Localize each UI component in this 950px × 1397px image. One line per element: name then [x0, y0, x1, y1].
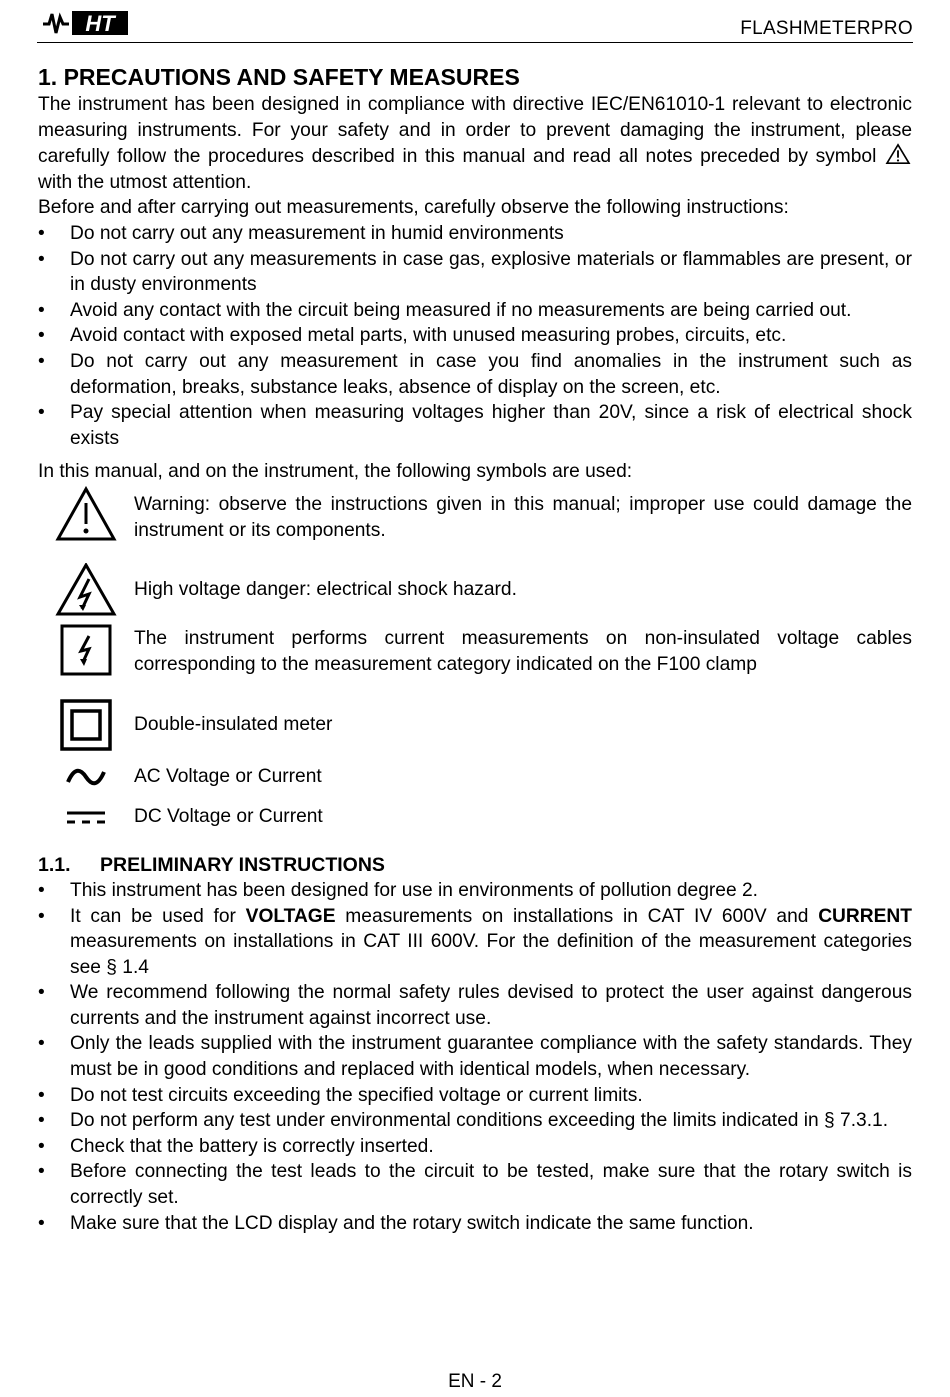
subsection-heading [38, 852, 912, 878]
list-item: • Do not perform any test under environmental conditions exceeding the limits indicated in § 7.3.1. [38, 1108, 912, 1134]
list-bold-text: VOLTAGE [245, 905, 336, 927]
list-text: measurements on installations in CAT IV 600V and [345, 905, 809, 927]
list-item: • Do not carry out any measurement in humid environments [38, 221, 912, 247]
dc-symbol-icon [65, 808, 107, 826]
list-item [38, 904, 912, 981]
symbol-description: AC Voltage or Current [134, 766, 322, 788]
instructions-intro: Before and after carrying out measurements, carefully observe the following instructions: [38, 197, 789, 219]
symbol-description: DC Voltage or Current [134, 806, 323, 828]
subsection-number: 1.1. [38, 853, 71, 876]
list-item: • This instrument has been designed for use in environments of pollution degree 2. [38, 878, 912, 904]
live-conductor-icon [60, 624, 112, 676]
high-voltage-icon [55, 563, 117, 617]
ht-logo-icon [39, 8, 131, 38]
page-number: EN - 2 [448, 1371, 502, 1392]
symbol-row-high-voltage [38, 564, 912, 616]
list-text: measurements on installations in CAT III 600V. For the definition of the measurement categories see § 1.4 [70, 931, 912, 978]
warning-triangle-inline-icon [884, 143, 912, 165]
list-item: • Only the leads supplied with the instrument guarantee compliance with the safety standards. They must be in good conditions and replaced with identical models, when necessary. [38, 1031, 912, 1082]
symbol-row-warning [38, 492, 912, 550]
intro-text-a: The instrument has been designed in compliance with directive IEC/EN61010-1 relevant to electronic measuring instruments. For your safety and in order to prevent damaging the instrument, please carefully follow the procedures described in this manual and read all notes preceded by symbol [38, 94, 912, 168]
precautions-list [38, 221, 912, 451]
document-title: FLASHMETERPRO [740, 18, 913, 39]
list-item: • Do not carry out any measurement in case you find anomalies in the instrument such as deformation, breaks, substance leaks, absence of display on the screen, etc. [38, 349, 912, 400]
symbol-row-ac [38, 762, 912, 792]
page-content [38, 62, 912, 1236]
preliminary-list [38, 878, 912, 1236]
list-item: • Do not carry out any measurements in case gas, explosive materials or flammables are present, or in dusty environments [38, 247, 912, 298]
list-item: • Avoid contact with exposed metal parts, with unused measuring probes, circuits, etc. [38, 323, 912, 349]
symbols-table [38, 492, 912, 832]
symbol-description: Warning: observe the instructions given in this manual; improper use could damage the instrument or its components. [134, 493, 912, 541]
symbol-row-dc [38, 802, 912, 832]
symbol-row-double-insulation [38, 697, 912, 753]
section-heading: 1. PRECAUTIONS AND SAFETY MEASURES [38, 64, 520, 90]
page-header [37, 6, 913, 43]
double-insulation-icon [60, 699, 112, 751]
list-item: • Do not test circuits exceeding the specified voltage or current limits. [38, 1083, 912, 1109]
symbol-description: Double-insulated meter [134, 714, 333, 736]
logo-text: HT [85, 11, 115, 36]
list-bold-text: CURRENT [818, 905, 913, 927]
list-item: • Pay special attention when measuring voltages higher than 20V, since a risk of electrical shock exists [38, 400, 912, 451]
list-item: • Make sure that the LCD display and the rotary switch indicate the same function. [38, 1211, 912, 1237]
list-item: • Before connecting the test leads to the circuit to be tested, make sure that the rotary switch is correctly set. [38, 1159, 912, 1210]
warning-triangle-icon [55, 486, 117, 542]
intro-text-b: with the utmost attention. [38, 171, 252, 193]
symbol-description: High voltage danger: electrical shock hazard. [134, 579, 517, 601]
subsection-title: PRELIMINARY INSTRUCTIONS [100, 853, 385, 876]
list-item: • Check that the battery is correctly inserted. [38, 1134, 912, 1160]
symbol-row-live-conductor [38, 626, 912, 684]
list-item: • We recommend following the normal safety rules devised to protect the user against dangerous currents and the instrument against incorrect use. [38, 980, 912, 1031]
ac-wave-icon [65, 766, 107, 788]
symbol-description: The instrument performs current measurements on non-insulated voltage cables corresponding to the measurement category indicated on the F100 clamp [134, 627, 912, 675]
list-text: It can be used for [70, 905, 236, 927]
intro-paragraph [38, 92, 912, 195]
list-item: • Avoid any contact with the circuit being measured if no measurements are being carried out. [38, 298, 912, 324]
symbols-intro: In this manual, and on the instrument, the following symbols are used: [38, 461, 633, 483]
